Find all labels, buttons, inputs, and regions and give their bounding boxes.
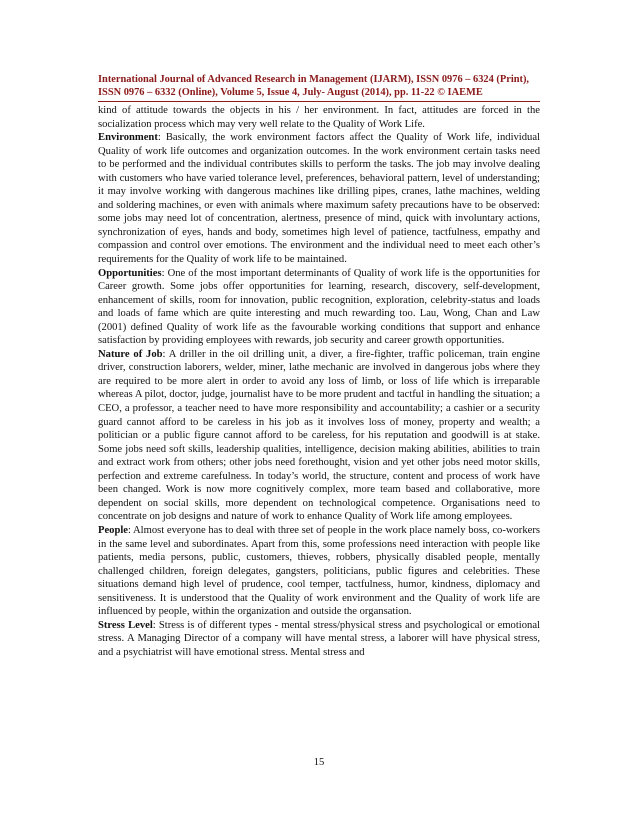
nature-of-job-paragraph [98,348,540,524]
environment-paragraph [98,131,540,266]
page-number: 15 [313,757,325,768]
opportunities-text: : One of the most important determinants of Quality of work life is the opportunities for Career growth. Some jobs offer opportunities for learning, research, discovery, self-development, enhancement of skills, room for innovation, public recognition, exploration, celebrity-status and loads and loads of fame which are quite interesting and much rewarding too. Lau, Wong, Chan and Law (2001) defined Quality of work life as the favourable working conditions that support and enhance satisfaction by providing employees with rewards, job security and career growth opportunities. [98,267,540,347]
nature-of-job-heading: Nature of Job [98,348,163,360]
stress-level-heading: Stress Level [98,619,153,631]
people-text: : Almost everyone has to deal with three set of people in the work place namely boss, co-workers in the same level and subordinates. Apart from this, some professions need interaction with people like patients, media persons, public, customers, thieves, robbers, physically disabled people, mentally challenged children, foreign delegates, gangsters, politicians, public figures and celebrities. These situations demand high level of prudence, cool temper, tactfulness, humor, kindness, diplomacy and sensitiveness. It is understood that the Quality of work environment and the Quality of work life are influenced by people, within the organization and outside the organsation. [98,524,540,618]
people-paragraph [98,524,540,619]
journal-header-line-1: International Journal of Advanced Research in Management (IJARM), ISSN 0976 – 6324 (Print), [98,74,530,85]
intro-paragraph: kind of attitude towards the objects in his / her environment. In fact, attitudes are forced in the socialization process which may very well relate to the Quality of Work Life. [98,105,540,130]
opportunities-paragraph [98,267,540,348]
journal-header-line-2: ISSN 0976 – 6332 (Online), Volume 5, Issue 4, July- August (2014), pp. 11-22 © IAEME [98,87,483,98]
environment-heading: Environment [98,132,158,144]
opportunities-heading: Opportunities [98,267,162,279]
header-divider [98,101,540,102]
article-body [98,104,540,659]
nature-of-job-text: : A driller in the oil drilling unit, a diver, a fire-fighter, traffic policeman, train engine driver, construction laborers, welder, miner, lathe mechanic are involved in dangerous jobs where they are required to be more alert in order to avoid any loss of limb, or loss of life which is irreparable whereas A pilot, doctor, judge, journalist have to be more prudent and tactful in handling the situation; a CEO, a professor, a teacher need to have more responsibility and accountability; a cashier or a security guard cannot afford to be careless in his job as it involves loss of money, property and wealth; a politician or a public figure cannot afford to be careless, for his reputation and goodwill is at stake. Some jobs need soft skills, leadership qualities, intelligence, decision making abilities, abilities to train and extract work from others; other jobs need forethought, vision and yet other jobs need motor skills, perfection and extreme carefulness. In today’s world, the structure, content and process of work have been changed. Work is now more cognitively complex, more team based and collaborative, more dependent on social skills, more dependent on technological competence. Organisations need to concentrate on job designs and nature of work to enhance Quality of Work life among employees. [98,348,540,523]
stress-level-text: : Stress is of different types - mental stress/physical stress and psychological or emotional stress. A Managing Director of a company will have mental stress, a laborer will have physical stress, and a psychiatrist will have emotional stress. Mental stress and [98,619,540,658]
people-heading: People [98,524,129,536]
stress-level-paragraph [98,619,540,660]
environment-text: : Basically, the work environment factors affect the Quality of Work life, individual Quality of work life outcomes and organization outcomes. In the work environment certain tasks need to be performed and the individual contributes skills to perform the tasks. The job may involve dealing with customers who have varied tolerance level, preferences, behavioral pattern, level of understanding; it may involve working with dangerous machines like drilling pipes, cranes, lathe machines, welding and soldering machines, or even with animals where maximum safety precautions have to be observed: some jobs may need lot of concentration, alertness, presence of mind, quick with involuntary actions, synchronization of eyes, hands and body, sometimes high level of patience, tactfulness, empathy and compassion and control over emotions. The environment and the individual need to meet each other’s requirements for the Quality of work life to be maintained. [98,132,540,266]
journal-header [98,73,540,99]
